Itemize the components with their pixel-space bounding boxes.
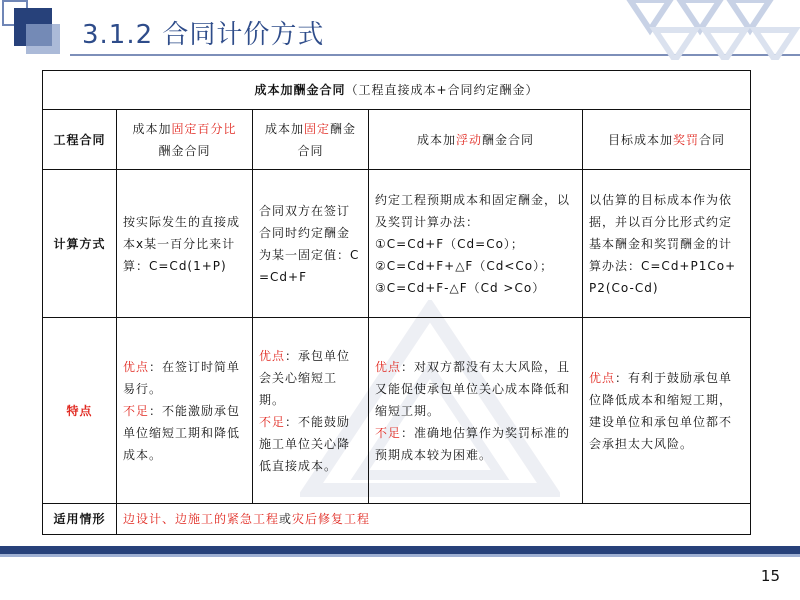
row-label-features: 特点 — [43, 318, 117, 504]
col3-text-c: 酬金合同 — [482, 132, 535, 147]
calc-cell-fixed-fee: 合同双方在签订合同时约定酬金为某一固定值：C=Cd+F — [253, 170, 369, 318]
row-label-calc: 计算方式 — [43, 170, 117, 318]
adv-label: 优点 — [375, 359, 402, 374]
col2-text-b: 固定 — [303, 121, 330, 136]
adv-label: 优点 — [589, 370, 616, 385]
calc-cell-fixed-percent: 按实际发生的直接成本x某一百分比来计算：C=Cd(1+P) — [117, 170, 253, 318]
calc-cell-target-cost: 以估算的目标成本作为依据，并以百分比形式约定基本酬金和奖罚酬金的计算办法：C=Cd+P1Co+P2(Co-Cd) — [583, 170, 751, 318]
col3-text-b: 浮动 — [455, 132, 482, 147]
col-header-fixed-fee — [253, 110, 369, 170]
col-header-fixed-percent — [117, 110, 253, 170]
col-header-target-cost — [583, 110, 751, 170]
dis-label: 不足 — [375, 425, 402, 440]
colon: ： — [401, 425, 415, 440]
calc-floating-line4: ③C=Cd+F-△F（Cd >Co） — [375, 280, 546, 295]
calc-method-row — [43, 170, 751, 318]
colon: ： — [401, 359, 415, 374]
table-title-cell — [43, 71, 751, 110]
row-label-applicable: 适用情形 — [43, 504, 117, 535]
col1-text-b: 固定百分比 — [171, 121, 237, 136]
calc-floating-line2: ①C=Cd+F（Cd=Co）； — [375, 236, 524, 251]
features-cell-fixed-percent — [117, 318, 253, 504]
dis-text-1: 不能激励承包单位缩短工期和降低成本。 — [123, 403, 241, 462]
slide-title: 3.1.2 合同计价方式 — [82, 20, 325, 50]
col-header-floating-fee — [369, 110, 583, 170]
table-title-sub: （工程直接成本+合同约定酬金） — [345, 83, 539, 97]
table-title-row — [43, 71, 751, 110]
adv-text-2: 承包单位会关心缩短工期。 — [259, 348, 351, 407]
applicable-row — [43, 504, 751, 535]
col1-text-c: 酬金合同 — [158, 143, 211, 158]
col2-text-a: 成本加 — [264, 121, 304, 136]
colon: ： — [149, 359, 163, 374]
adv-text-3: 对双方都没有太大风险，且又能促使承包单位关心成本降低和缩短工期。 — [375, 359, 571, 418]
colon: ： — [149, 403, 163, 418]
table-title-main: 成本加酬金合同 — [254, 83, 346, 97]
pricing-table — [42, 70, 751, 535]
footer-band — [0, 546, 800, 554]
decor-triangles — [610, 0, 800, 60]
colon: ： — [285, 348, 299, 363]
adv-text-4: 有利于鼓励承包单位降低成本和缩短工期，建设单位和承包单位都不会承担太大风险。 — [589, 370, 733, 451]
calc-cell-floating-fee — [369, 170, 583, 318]
adv-label: 优点 — [123, 359, 150, 374]
dis-label: 不足 — [123, 403, 150, 418]
applicable-text-1: 边设计、边施工的紧急工程 — [123, 512, 280, 526]
features-cell-fixed-fee — [253, 318, 369, 504]
dis-text-3: 准确地估算作为奖罚标准的预期成本较为困难。 — [375, 425, 571, 462]
decor-square-light — [26, 24, 60, 54]
col1-text-a: 成本加 — [132, 121, 172, 136]
features-cell-target-cost — [583, 318, 751, 504]
applicable-text-2: 灾后修复工程 — [292, 512, 371, 526]
applicable-text-or: 或 — [279, 512, 293, 526]
page-number: 15 — [760, 567, 780, 585]
features-cell-floating-fee — [369, 318, 583, 504]
colon: ： — [615, 370, 629, 385]
adv-label: 优点 — [259, 348, 286, 363]
col2-text-c: 酬金合同 — [297, 121, 357, 158]
applicable-cell — [117, 504, 751, 535]
features-row — [43, 318, 751, 504]
col3-text-a: 成本加 — [416, 132, 456, 147]
row-label-contract: 工程合同 — [43, 110, 117, 170]
calc-floating-line3: ②C=Cd+F+△F（Cd<Co）； — [375, 258, 554, 273]
adv-text-1: 在签订时简单易行。 — [123, 359, 241, 396]
dis-text-2: 不能鼓励施工单位关心降低直接成本。 — [259, 414, 351, 473]
dis-label: 不足 — [259, 414, 286, 429]
colon: ： — [285, 414, 299, 429]
calc-floating-line1: 约定工程预期成本和固定酬金，以及奖罚计算办法： — [375, 192, 571, 229]
col4-text-a: 目标成本加 — [608, 132, 674, 147]
contract-type-row — [43, 110, 751, 170]
footer-band-light — [0, 554, 800, 557]
col4-text-c: 合同 — [699, 132, 726, 147]
col4-text-b: 奖罚 — [673, 132, 700, 147]
